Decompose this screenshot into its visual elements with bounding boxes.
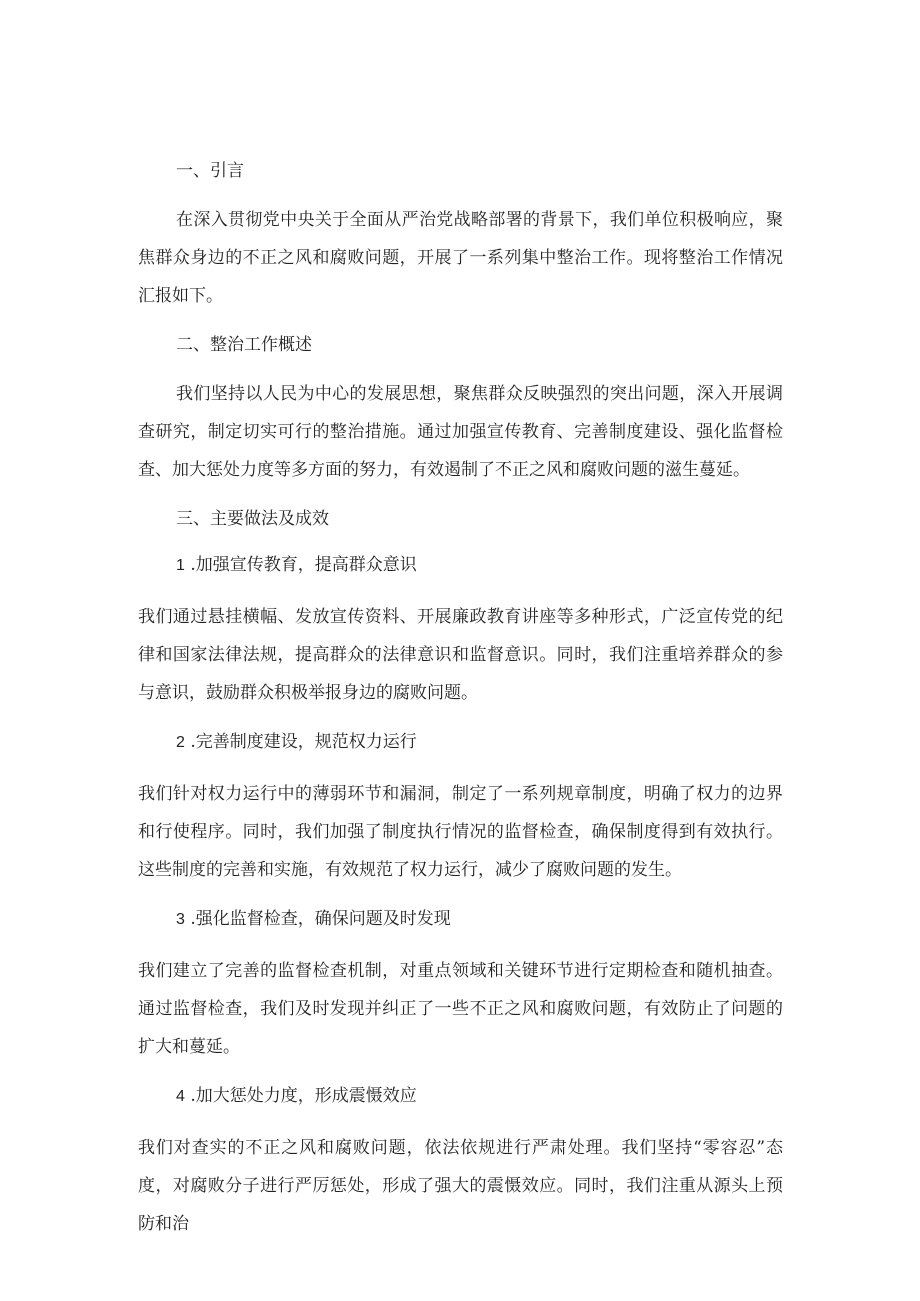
document-body — [138, 155, 783, 1257]
subsection-heading-2 — [138, 726, 783, 759]
subsection-title: .加强宣传教育，提高群众意识 — [190, 555, 417, 575]
subsection-paragraph-4: 我们对查实的不正之风和腐败问题，依法依规进行严肃处理。我们坚持“零容忍”态度，对腐败分子进行严厉惩处，形成了强大的震慑效应。同时，我们注重从源头上预防和治 — [138, 1138, 783, 1234]
subsection-paragraph-2: 我们针对权力运行中的薄弱环节和漏洞，制定了一系列规章制度，明确了权力的边界和行使程序。同时，我们加强了制度执行情况的监督检查，确保制度得到有效执行。这些制度的完善和实施，有效规范了权力运行，减少了腐败问题的发生。 — [138, 784, 783, 880]
overview-paragraph: 我们坚持以人民为中心的发展思想，聚焦群众反映强烈的突出问题，深入开展调查研究，制定切实可行的整治措施。通过加强宣传教育、完善制度建设、强化监督检查、加大惩处力度等多方面的努力，有效遏制了不正之风和腐败问题的滋生蔓延。 — [138, 384, 783, 480]
subsection-heading-1 — [138, 549, 783, 582]
section-heading-intro: 一、引言 — [176, 161, 244, 181]
subsection-title: .加大惩处力度，形成震慑效应 — [190, 1086, 417, 1106]
intro-paragraph: 在深入贯彻党中央关于全面从严治党战略部署的背景下，我们单位积极响应，聚焦群众身边的不正之风和腐败问题，开展了一系列集中整治工作。现将整治工作情况汇报如下。 — [138, 210, 783, 306]
subsection-heading-3 — [138, 903, 783, 936]
subsection-heading-4 — [138, 1080, 783, 1113]
subsection-number: 1 — [176, 557, 185, 574]
subsection-paragraph-1: 我们通过悬挂横幅、发放宣传资料、开展廉政教育讲座等多种形式，广泛宣传党的纪律和国家法律法规，提高群众的法律意识和监督意识。同时，我们注重培养群众的参与意识，鼓励群众积极举报身边的腐败问题。 — [138, 607, 783, 703]
subsection-number: 2 — [176, 734, 185, 751]
subsection-number: 3 — [176, 911, 185, 928]
section-heading-measures: 三、主要做法及成效 — [176, 509, 329, 529]
subsection-title: .完善制度建设，规范权力运行 — [190, 732, 417, 752]
subsection-number: 4 — [176, 1088, 185, 1105]
subsection-paragraph-3: 我们建立了完善的监督检查机制，对重点领域和关键环节进行定期检查和随机抽查。通过监督检查，我们及时发现并纠正了一些不正之风和腐败问题，有效防止了问题的扩大和蔓延。 — [138, 961, 783, 1057]
subsection-title: .强化监督检查，确保问题及时发现 — [190, 909, 451, 929]
section-heading-overview: 二、整治工作概述 — [176, 335, 312, 355]
